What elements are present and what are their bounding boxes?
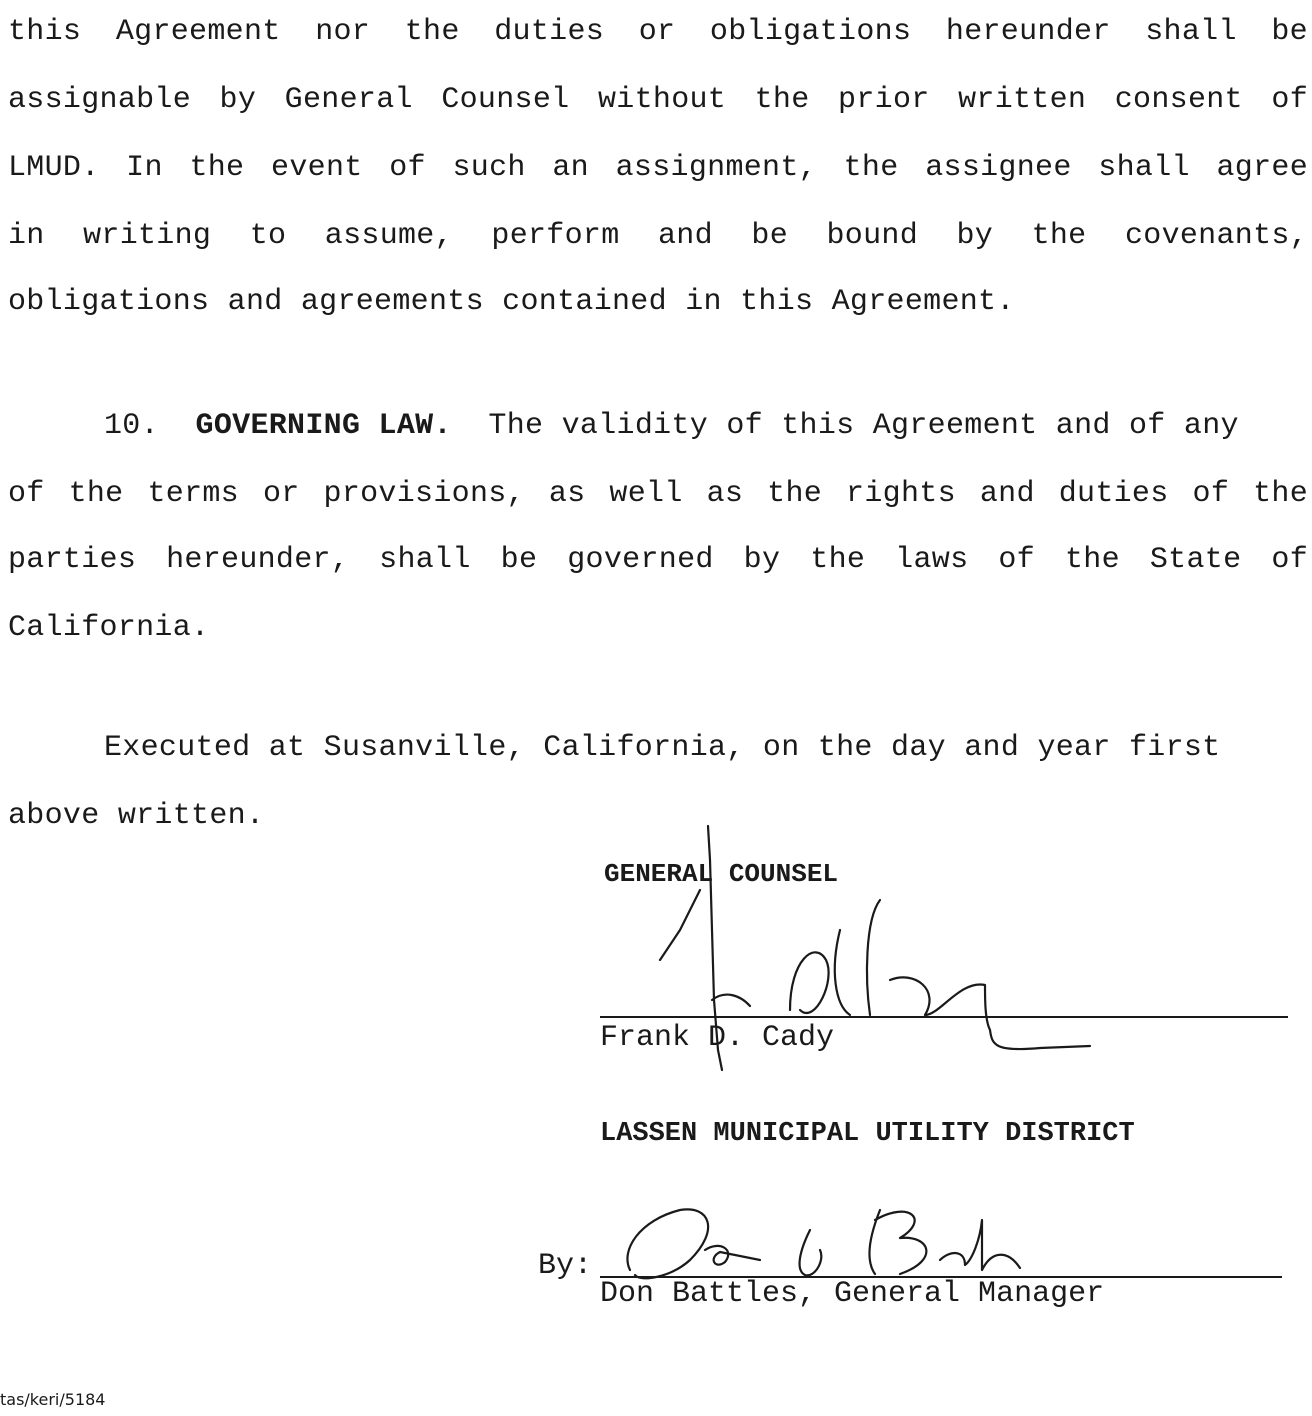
section-number: 10. <box>104 409 159 443</box>
execution-line-1: Executed at Susanville, California, on the day and year first <box>104 731 1221 765</box>
counsel-title: GENERAL COUNSEL <box>604 859 839 889</box>
governing-law-line-1-text: The validity of this Agreement and of any <box>488 409 1239 443</box>
assignment-line-1: this Agreement nor the duties or obligations hereunder shall be <box>8 15 1308 49</box>
district-title: LASSEN MUNICIPAL UTILITY DISTRICT <box>600 1119 1135 1149</box>
governing-law-line-1 <box>104 408 1239 444</box>
manager-name: Don Battles, General Manager <box>600 1277 1105 1311</box>
manager-signature-icon <box>610 1190 1030 1290</box>
counsel-signature-line <box>600 1016 1288 1018</box>
governing-law-line-4: California. <box>8 611 210 645</box>
assignment-line-5: obligations and agreements contained in this Agreement. <box>8 285 1015 319</box>
section-heading: GOVERNING LAW. <box>195 409 452 443</box>
assignment-line-3: LMUD. In the event of such an assignment, the assignee shall agree <box>8 151 1308 185</box>
execution-line-2: above written. <box>8 799 265 833</box>
file-reference: tas/keri/5184 <box>0 1390 106 1409</box>
governing-law-line-2: of the terms or provisions, as well as the rights and duties of the <box>8 477 1308 511</box>
counsel-name: Frank D. Cady <box>600 1021 835 1055</box>
assignment-line-2: assignable by General Counsel without the prior written consent of <box>8 83 1308 117</box>
governing-law-line-3: parties hereunder, shall be governed by the laws of the State of <box>8 543 1308 577</box>
assignment-line-4: in writing to assume, perform and be bound by the covenants, <box>8 219 1308 253</box>
by-label: By: <box>538 1249 593 1283</box>
